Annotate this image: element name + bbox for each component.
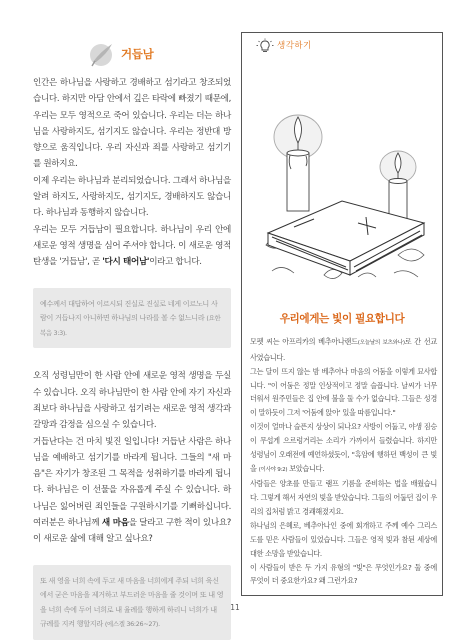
left-column (33, 34, 231, 640)
right-body-text (250, 335, 437, 588)
think-box (241, 32, 443, 596)
scripture-quote-2-ref: (에스겔 36:26~27). (104, 620, 160, 629)
scripture-quote-2-text: 또 새 영을 너희 속에 두고 새 마음을 너희에게 주되 너희 육신에서 굳은 마음을 제거하고 부드러운 마음을 줄 것이며 또 내 영을 너희 속에 두어 너희로 내 율례를 행하게 하리니 너희가 내 규례를 지켜 행할지라 (40, 575, 224, 629)
paragraph-5-emphasis: 새 마음 (101, 518, 129, 529)
paragraph-5-text: 거듭난다는 건 마치 빛진 일입니다! 거듭난 사람은 하나님을 예배하고 섬기기를 바라게 됩니다. 그들의 "새 마음"은 자기가 창조된 그 목적을 성취하기를 바라게 됩니다. 하나님은 이 선물을 자유롭게 주실 수 있습니다. 하나님은 잃어버린 죄인들을 구원하시기를 기뻐하십니다. 여러분은 하나님께 (33, 436, 231, 529)
paragraph-5-end: 을 달라고 구한 적이 있나요? 이 새로운 삶에 대해 알고 싶나요? (33, 518, 231, 545)
paragraph-1: 인간은 하나님을 사랑하고 경배하고 섬기라고 창조되었습니다. 하지만 아담 안에서 깊은 타락에 빠졌기 때문에, 우리는 모두 영적으로 죽어 있습니다. 우리는 더는 하나님을 사랑하지도, 섬기지도 않습니다. 우리는 정반대 방향으로 움직입니다. 우리 자신과 죄를 사랑하고 섬기기를 원하지요. (33, 78, 231, 170)
lightbulb-icon (255, 38, 275, 54)
think-label: 생각하기 (277, 41, 312, 51)
right-text-c: 보았습니다. 사람들은 양초를 만들고 램프 기름을 준비하는 법을 배웠습니다. 그렇게 해서 자연의 빛을 받았습니다. 그들의 어둡던 집이 우리의 집처럼 밝고 경쾌해졌지요. 하나님의 은혜로, 베추아나인 중에 회개하고 주께 예수 그리스도를 믿은 사람들이 있었습니다. 그들은 영적 빛과 참된 세상에 대한 소망을 받았습니다. 이 사람들이 받은 두 가지 유형의 "빛"은 무엇인가요? 둘 중에 무엇이 더 중요한가요? 왜 그런가요? (250, 463, 437, 586)
right-subtitle: 우리에게는 빛이 필요합니다 (279, 313, 405, 325)
paragraph-4: 오직 성령님만이 한 사람 안에 새로운 영적 생명을 두실 수 있습니다. 오직 하나님만이 한 사람 안에 자기 자신과 죄보다 하나님을 사랑하고 섬기려는 새로운 영적 생각과 갈망과 감정을 심으실 수 있습니다. (33, 371, 231, 431)
paragraph-3-end: 이라고 합니다. (149, 257, 202, 268)
right-text-a: 모펫 씨는 아프리카의 베추아나랜드 (250, 337, 358, 346)
right-text-b-note: (이사야 9:2) (258, 466, 288, 473)
page-number: 11 (230, 603, 240, 612)
scripture-quote-1 (33, 288, 231, 349)
paragraph-3-text: 우리는 모두 거듭남이 필요합니다. 하나님이 우리 안에 새로운 영적 생명을 심어 주셔야 합니다. 이 새로운 영적 탄생을 '거듭남', 곧 (33, 224, 231, 268)
scripture-quote-1-ref: (요한복음 3:3). (40, 314, 221, 337)
paragraph-3 (33, 222, 231, 271)
scripture-quote-1-text: 예수께서 대답하여 이르시되 진실로 진실로 네게 이르노니 사람이 거듭나지 아니하면 하나님의 나라를 볼 수 없느니라 (40, 298, 218, 323)
section-header (33, 34, 231, 72)
paragraph-5 (33, 434, 231, 548)
quill-emblem-icon (87, 40, 117, 68)
right-text-a-note: (오늘날의 보츠와나) (357, 340, 405, 346)
paragraph-2: 이제 우리는 하나님과 분리되었습니다. 그래서 하나님을 알려 하지도, 사랑하지도, 섬기지도, 경배하지도 않습니다. 하나님과 동행하지 않습니다. (33, 175, 231, 219)
paragraph-3-emphasis: '다시 태어남' (102, 257, 150, 268)
bible-candles-illustration (254, 95, 432, 293)
section-title: 거듭남 (121, 47, 154, 61)
right-text-b: 로 간 선교사였습니다. 그는 달이 뜨지 않는 밤 베추아나 마음의 어둠을 이렇게 묘사합니다. "이 어둠은 정말 인상적이고 정말 슬픕니다. 날씨가 너무 더워서 원주민들은 집 안에 불을 둘 수가 없습니다. 그들은 성경이 말하듯이 그저 '어둠에 앉아' 있을 따름입니다." 이것이 얼마나 슬픈지 상상이 되나요? 사방이 어둡고, 야생 짐승이 무섭게 으르렁거리는 소리가 가까이서 들렸습니다. 하지만 성령님이 오래전에 예언하셨듯이, "흑암에 행하던 백성이 큰 빛을 (250, 337, 437, 473)
